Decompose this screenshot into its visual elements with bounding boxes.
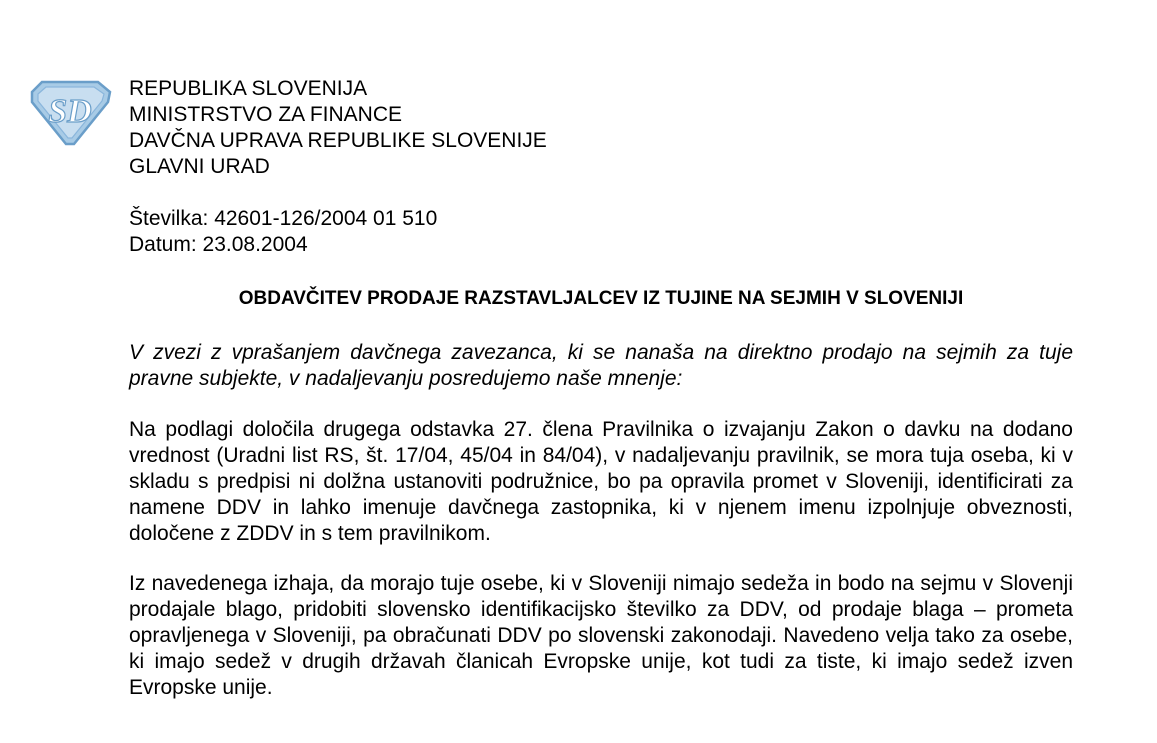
body-paragraph-1: Na podlagi določila drugega odstavka 27. člena Pravilnika o izvajanju Zakon o davku na dodano vrednost (Uradni list RS, št. 17/04, 45/04 in 84/04), v nadaljevanju pravilnik, se mora tuja oseba, ki v skladu s predpisi ni dolžna ustanoviti podružnice, bo pa opravila promet v Sloveniji, identificirati za namene DDV in lahko imenuje davčnega zastopnika, ki v njenem imenu izpolnjuje obveznosti, določene z ZDDV in s tem pravilnikom. — [129, 418, 1073, 545]
header-line-main-office: GLAVNI URAD — [129, 155, 270, 178]
sd-emblem-icon — [26, 76, 114, 148]
authority-header — [129, 76, 547, 180]
header-line-ministry: MINISTRSTVO ZA FINANCE — [129, 103, 403, 126]
document-meta — [129, 206, 437, 258]
body-paragraph-2: Iz navedenega izhaja, da morajo tuje osebe, ki v Sloveniji nimajo sedeža in bodo na sejmu v Slovenji prodajale blago, pridobiti slovensko identifikacijsko številko za DDV, od prodaje blaga – prometa opravljenega v Sloveniji, pa obračunati DDV po slovenski zakonodaji. Navedeno velja tako za osebe, ki imajo sedež v drugih državah članicah Evropske unije, kot tudi za tiste, ki imajo sedež izven Evropske unije. — [129, 572, 1073, 699]
document-number: Številka: 42601-126/2004 01 510 — [129, 207, 438, 230]
document-date: Datum: 23.08.2004 — [129, 233, 308, 256]
header-line-tax-administration: DAVČNA UPRAVA REPUBLIKE SLOVENIJE — [129, 129, 547, 152]
intro-paragraph: V zvezi z vprašanjem davčnega zavezanca, ki se nanaša na direktno prodajo na sejmih za tuje pravne subjekte, v nadaljevanju posredujemo naše mnenje: — [129, 341, 1073, 390]
logo-lettering: SD — [48, 93, 92, 130]
document-title: OBDAVČITEV PRODAJE RAZSTAVLJALCEV IZ TUJINE NA SEJMIH V SLOVENIJI — [238, 288, 964, 309]
header-line-republic: REPUBLIKA SLOVENIJA — [129, 77, 368, 100]
